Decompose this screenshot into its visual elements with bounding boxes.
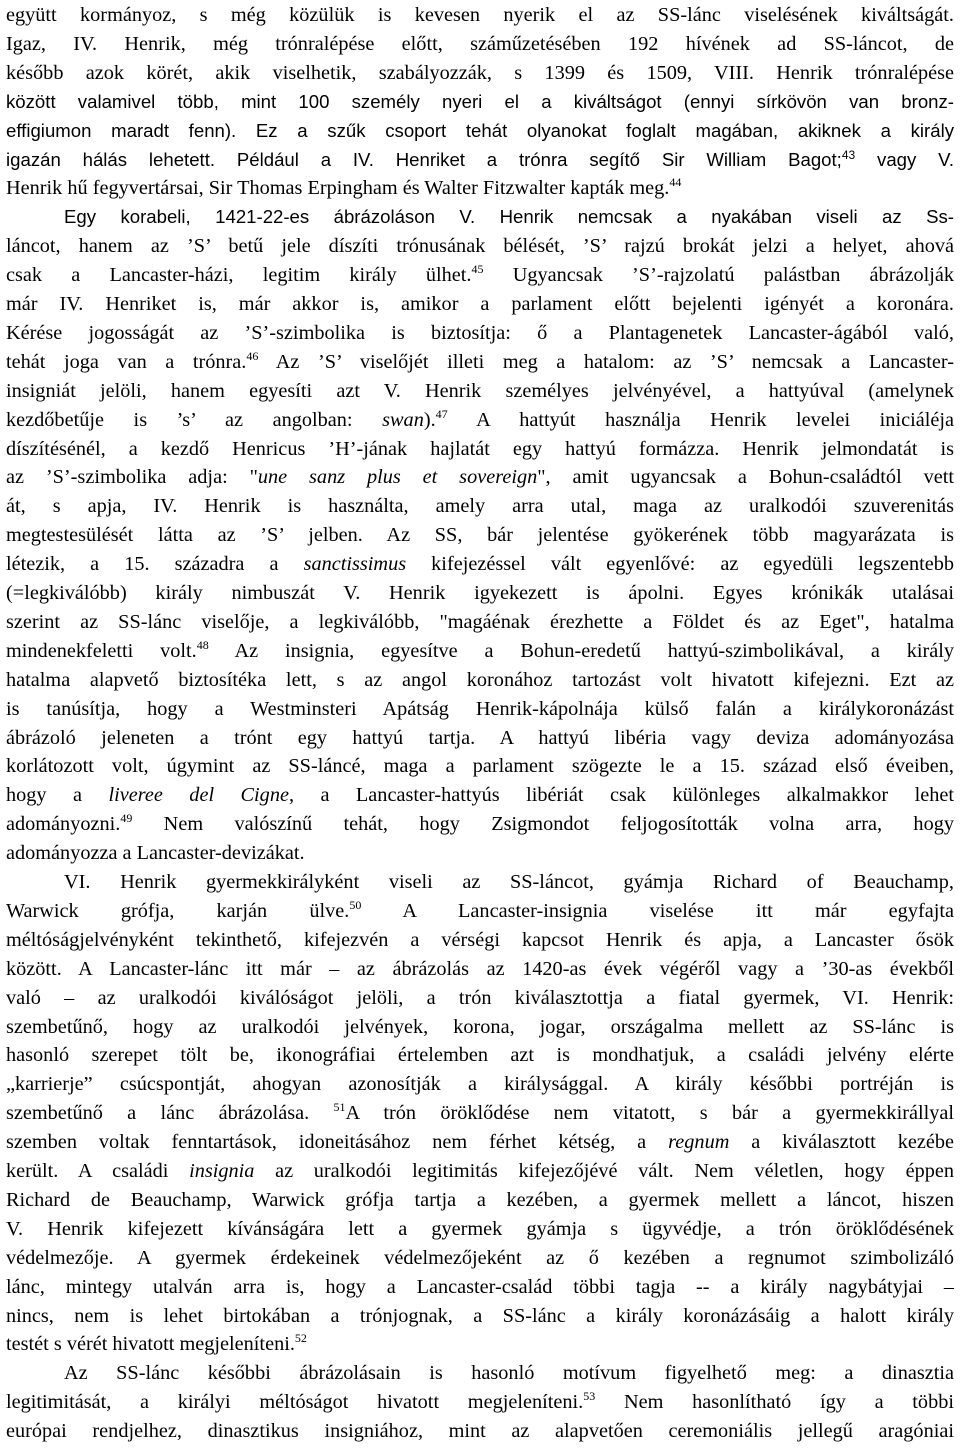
text-line bbox=[6, 1097, 954, 1129]
text-line bbox=[6, 953, 954, 985]
text-segment: ). bbox=[423, 408, 436, 431]
text-line bbox=[6, 577, 954, 609]
text-line bbox=[6, 490, 954, 522]
text-segment: A hattyút használja Henrik levelei iniciáléja bbox=[447, 408, 954, 431]
text-segment: Ugyancsak ’S’-rajzolatú palástban ábrázolják bbox=[483, 264, 954, 287]
text-segment: Warwick grófja, karján ülve. bbox=[6, 899, 350, 922]
text-line bbox=[6, 1155, 954, 1187]
text-segment: A trón öröklődése nem vitatott, s bár a gyermekkirállyal bbox=[345, 1102, 954, 1125]
text-segment: ábrázoló jeleneten a trónt egy hattyú tartja. A hattyú libéria vagy deviza adományozása bbox=[6, 726, 954, 749]
text-line bbox=[6, 115, 954, 147]
footnote-ref: 48 bbox=[196, 638, 209, 653]
text-segment: az ’S’-szimbolika adja: " bbox=[6, 466, 258, 489]
text-segment: testét s vérét hivatott megjeleníteni. bbox=[6, 1333, 295, 1356]
text-segment: Richard de Beauchamp, Warwick grófja tartja a kezében, a gyermek mellett a láncot, hiszen bbox=[6, 1188, 954, 1211]
text-segment: A Lancaster-insignia viselése itt már egyfajta bbox=[361, 899, 954, 922]
text-line bbox=[6, 433, 954, 465]
italic-text: insignia bbox=[189, 1160, 255, 1182]
text-segment: effigiumon maradt fenn). Ez a szűk csoport tehát olyanokat foglalt magában, akiknek a király bbox=[6, 119, 954, 141]
footnote-ref: 47 bbox=[435, 406, 448, 421]
text-line bbox=[6, 1300, 954, 1332]
text-line bbox=[6, 606, 954, 638]
text-line bbox=[6, 375, 954, 407]
text-line bbox=[6, 1328, 954, 1360]
text-line bbox=[6, 288, 954, 320]
text-segment: szembetűnő, hogy az uralkodói jelvények, korona, jogar, országalma mellett az SS-lánc is bbox=[6, 1015, 954, 1038]
text-line bbox=[6, 57, 954, 89]
text-segment: európai rendjelhez, dinasztikus insigniához, mint az alapvetően ceremoniális jellegű aragóniai bbox=[6, 1420, 954, 1443]
text-segment: mindenekfeletti volt. bbox=[6, 639, 197, 662]
text-line bbox=[6, 1271, 954, 1303]
text-line bbox=[6, 837, 954, 869]
text-line bbox=[6, 461, 954, 493]
text-line bbox=[6, 519, 954, 551]
text-line bbox=[6, 924, 954, 956]
text-line bbox=[6, 0, 954, 31]
text-segment: Az insignia, egyesítve a Bohun-eredetű hattyú-szimbolikával, a király bbox=[208, 639, 954, 662]
footnote-ref: 50 bbox=[349, 898, 362, 913]
text-line bbox=[6, 317, 954, 349]
text-segment: át, s apja, IV. Henrik is használta, amely arra utal, maga az uralkodói szuverenitás bbox=[6, 495, 954, 518]
text-segment: hatalma alapvető biztosítéka lett, s az angol koronához tartozást volt hivatott kifejezni. Ezt az bbox=[6, 668, 954, 691]
italic-text: swan bbox=[382, 408, 424, 431]
text-segment: került. A családi bbox=[6, 1160, 190, 1182]
text-segment: a kiválasztott kezébe bbox=[729, 1131, 954, 1154]
text-line bbox=[6, 895, 954, 927]
text-segment: Egy korabeli, 1421-22-es ábrázoláson V. Henrik nemcsak a nyakában viseli az Ss- bbox=[64, 206, 954, 228]
text-line bbox=[6, 1039, 954, 1071]
text-line bbox=[6, 722, 954, 754]
text-segment: szemben voltak fenntartások, idoneitásához nem férhet kétség, a bbox=[6, 1131, 669, 1154]
text-segment: , a Lancaster-hattyús libériát csak különleges alkalmakkor lehet bbox=[288, 784, 954, 807]
text-line bbox=[6, 1126, 954, 1158]
text-line bbox=[6, 548, 954, 580]
text-segment: már IV. Henriket is, már akkor is, amikor a parlament előtt bejelenti igényét a koronára. bbox=[6, 293, 954, 315]
text-segment: „karrierje” csúcspontját, ahogyan azonosítják a királysággal. A király későbbi portréján is bbox=[6, 1073, 954, 1096]
text-segment: között. A Lancaster-lánc itt már – az ábrázolás az 1420-as évek végéről vagy a ’30-as évekből bbox=[6, 957, 954, 980]
text-segment: együtt kormányoz, s még közülük is kevesen nyerik el az SS-lánc viselésének kiváltságát. bbox=[6, 4, 954, 26]
text-segment: tehát joga van a trónra. bbox=[6, 350, 247, 373]
text-line bbox=[6, 28, 954, 60]
text-segment: között valamivel több, mint 100 személy nyeri el a kiváltságot (ennyi sírkövön van bronz- bbox=[6, 90, 954, 112]
footnote-ref: 45 bbox=[471, 262, 484, 277]
text-segment: kezdőbetűje is ’s’ az angolban: bbox=[6, 408, 383, 431]
text-segment: hasonló szerepet tölt be, ikonográfiai értelemben azt is mondhatjuk, a családi jelvény elérte bbox=[6, 1044, 954, 1067]
text-segment: Nem valószínű tehát, hogy Zsigmondot feljogosították volna arra, hogy bbox=[132, 813, 954, 836]
text-line bbox=[6, 1011, 954, 1043]
text-line bbox=[6, 664, 954, 696]
text-line bbox=[6, 230, 954, 262]
text-segment: VI. Henrik gyermekkirályként viseli az SS-láncot, gyámja Richard of Beauchamp, bbox=[64, 871, 954, 893]
italic-text: une sanz plus et sovereign bbox=[257, 466, 538, 489]
text-segment: való – az uralkodói kiválóságot jelöli, a trón kiválasztottja a fiatal gyermek, VI. Henrik: bbox=[6, 986, 954, 1009]
text-line bbox=[6, 1242, 954, 1274]
text-line bbox=[6, 346, 954, 378]
text-segment: szembetűnő a lánc ábrázolása. bbox=[6, 1102, 334, 1125]
text-segment: nincs, nem is lehet birtokában a trónjognak, a SS-lánc a király koronázásáig a halott király bbox=[6, 1304, 954, 1327]
italic-text: regnum bbox=[668, 1131, 730, 1154]
text-segment: korlátozott volt, úgymint az SS-láncé, maga a parlament szögezte le a 15. század első éveiben, bbox=[6, 755, 954, 778]
text-segment: méltóságjelvényként tekinthető, kifejezvén a vérségi kapcsot Henrik és apja, a Lancaster ősök bbox=[6, 928, 954, 951]
text-segment: megtestesülését látta az ’S’ jelben. Az SS, bár jelentése gyökerének több magyarázata is bbox=[6, 524, 954, 547]
text-segment: Az SS-lánc későbbi ábrázolásain is hasonló motívum figyelhető meg: a dinasztia bbox=[64, 1362, 954, 1385]
text-line bbox=[6, 808, 954, 840]
text-segment: később azok körét, akik viselhetik, szabályozzák, s 1399 és 1509, VIII. Henrik trónralépése bbox=[6, 61, 954, 84]
text-segment: adományozni. bbox=[6, 813, 121, 836]
footnote-ref: 49 bbox=[120, 811, 133, 826]
text-segment: ", amit ugyancsak a Bohun-családtól vett bbox=[537, 466, 954, 489]
text-segment: csak a Lancaster-házi, legitim király ülhet. bbox=[6, 264, 472, 287]
text-segment: Az ’S’ viselőjét illeti meg a hatalom: az ’S’ nemcsak a Lancaster- bbox=[258, 350, 954, 373]
text-segment: igazán hálás lehetett. Például a IV. Henriket a trónra segítő Sir William Bagot; bbox=[6, 148, 842, 170]
text-segment: Henrik hű fegyvertársai, Sir Thomas Erpingham és Walter Fitzwalter kapták meg. bbox=[6, 177, 670, 200]
text-line bbox=[6, 635, 954, 667]
footnote-ref: 53 bbox=[583, 1389, 596, 1404]
footnote-ref: 46 bbox=[246, 349, 259, 364]
text-line bbox=[6, 982, 954, 1014]
text-segment: Nem hasonlítható így a többi bbox=[595, 1391, 954, 1414]
text-segment: is tanúsítja, hogy a Westminsteri Apátság Henrik-kápolnája külső falán a királykoronázást bbox=[6, 697, 954, 720]
text-segment: létezik, a 15. századra a bbox=[6, 553, 304, 576]
text-segment: vagy V. bbox=[855, 148, 954, 170]
text-line bbox=[6, 750, 954, 782]
text-line bbox=[6, 779, 954, 811]
text-line bbox=[6, 86, 954, 118]
text-line bbox=[6, 172, 954, 204]
text-segment: Kérése jogosságát az ’S’-szimbolika is biztosítja: ő a Plantagenetek Lancaster-ágából való, bbox=[6, 321, 954, 344]
text-segment: hogy a bbox=[6, 784, 109, 807]
text-segment: Igaz, IV. Henrik, még trónralépése előtt, száműzetésében 192 hívének ad SS-láncot, de bbox=[6, 32, 954, 55]
italic-text: liveree del Cigne bbox=[108, 784, 289, 807]
text-segment: szerint az SS-lánc viselője, a legkiválóbb, "magáénak érezhette a Földet és az Eget", hatalma bbox=[6, 610, 954, 633]
text-segment: kifejezéssel vált egyenlővé: az egyedüli legszentebb bbox=[406, 553, 954, 576]
text-segment: díszítésénél, a kezdő Henricus ’H’-jának hajlatát egy hattyú formázza. Henrik jelmondatát is bbox=[6, 437, 954, 460]
text-line bbox=[6, 201, 954, 233]
text-line bbox=[6, 1184, 954, 1216]
text-segment: az uralkodói legitimitás kifejezőjévé vált. Nem véletlen, hogy éppen bbox=[254, 1160, 954, 1182]
text-segment: insigniát jelöli, hanem egyesíti azt V. Henrik személyes jelvényével, a hattyúval (amelynek bbox=[6, 379, 954, 402]
text-segment: (=legkiválóbb) király nimbuszát V. Henrik igyekezett is ápolni. Egyes krónikák utalásai bbox=[6, 582, 954, 604]
text-line bbox=[6, 144, 954, 176]
text-line bbox=[6, 404, 954, 436]
text-segment: lánc, mintegy utalván arra is, hogy a Lancaster-család többi tagja -- a király nagybátyjai – bbox=[6, 1275, 954, 1298]
text-segment: V. Henrik kifejezett kívánságára lett a gyermek gyámja s ügyvédje, a trón öröklődésének bbox=[6, 1217, 954, 1240]
text-line bbox=[6, 1415, 954, 1447]
footnote-ref: 43 bbox=[841, 147, 856, 162]
text-line bbox=[6, 1357, 954, 1389]
text-line bbox=[6, 1068, 954, 1100]
italic-text: sanctissimus bbox=[303, 553, 407, 576]
footnote-ref: 44 bbox=[669, 175, 682, 190]
text-line bbox=[6, 1386, 954, 1418]
text-segment: láncot, hanem az ’S’ betű jele díszíti trónusának bélését, ’S’ rajzú brokát jelzi a helyet, ahová bbox=[6, 235, 954, 258]
text-line bbox=[6, 866, 954, 898]
footnote-ref: 51 bbox=[333, 1100, 346, 1115]
text-segment: legitimitását, a királyi méltóságot hivatott megjeleníteni. bbox=[6, 1391, 584, 1414]
text-line bbox=[6, 259, 954, 291]
text-line bbox=[6, 693, 954, 725]
text-segment: védelmezője. A gyermek érdekeinek védelmezőjeként az ő kezében a regnumot szimbolizáló bbox=[6, 1246, 954, 1269]
footnote-ref: 52 bbox=[294, 1331, 307, 1346]
text-line bbox=[6, 1213, 954, 1245]
text-segment: adományozza a Lancaster-devizákat. bbox=[6, 842, 305, 865]
